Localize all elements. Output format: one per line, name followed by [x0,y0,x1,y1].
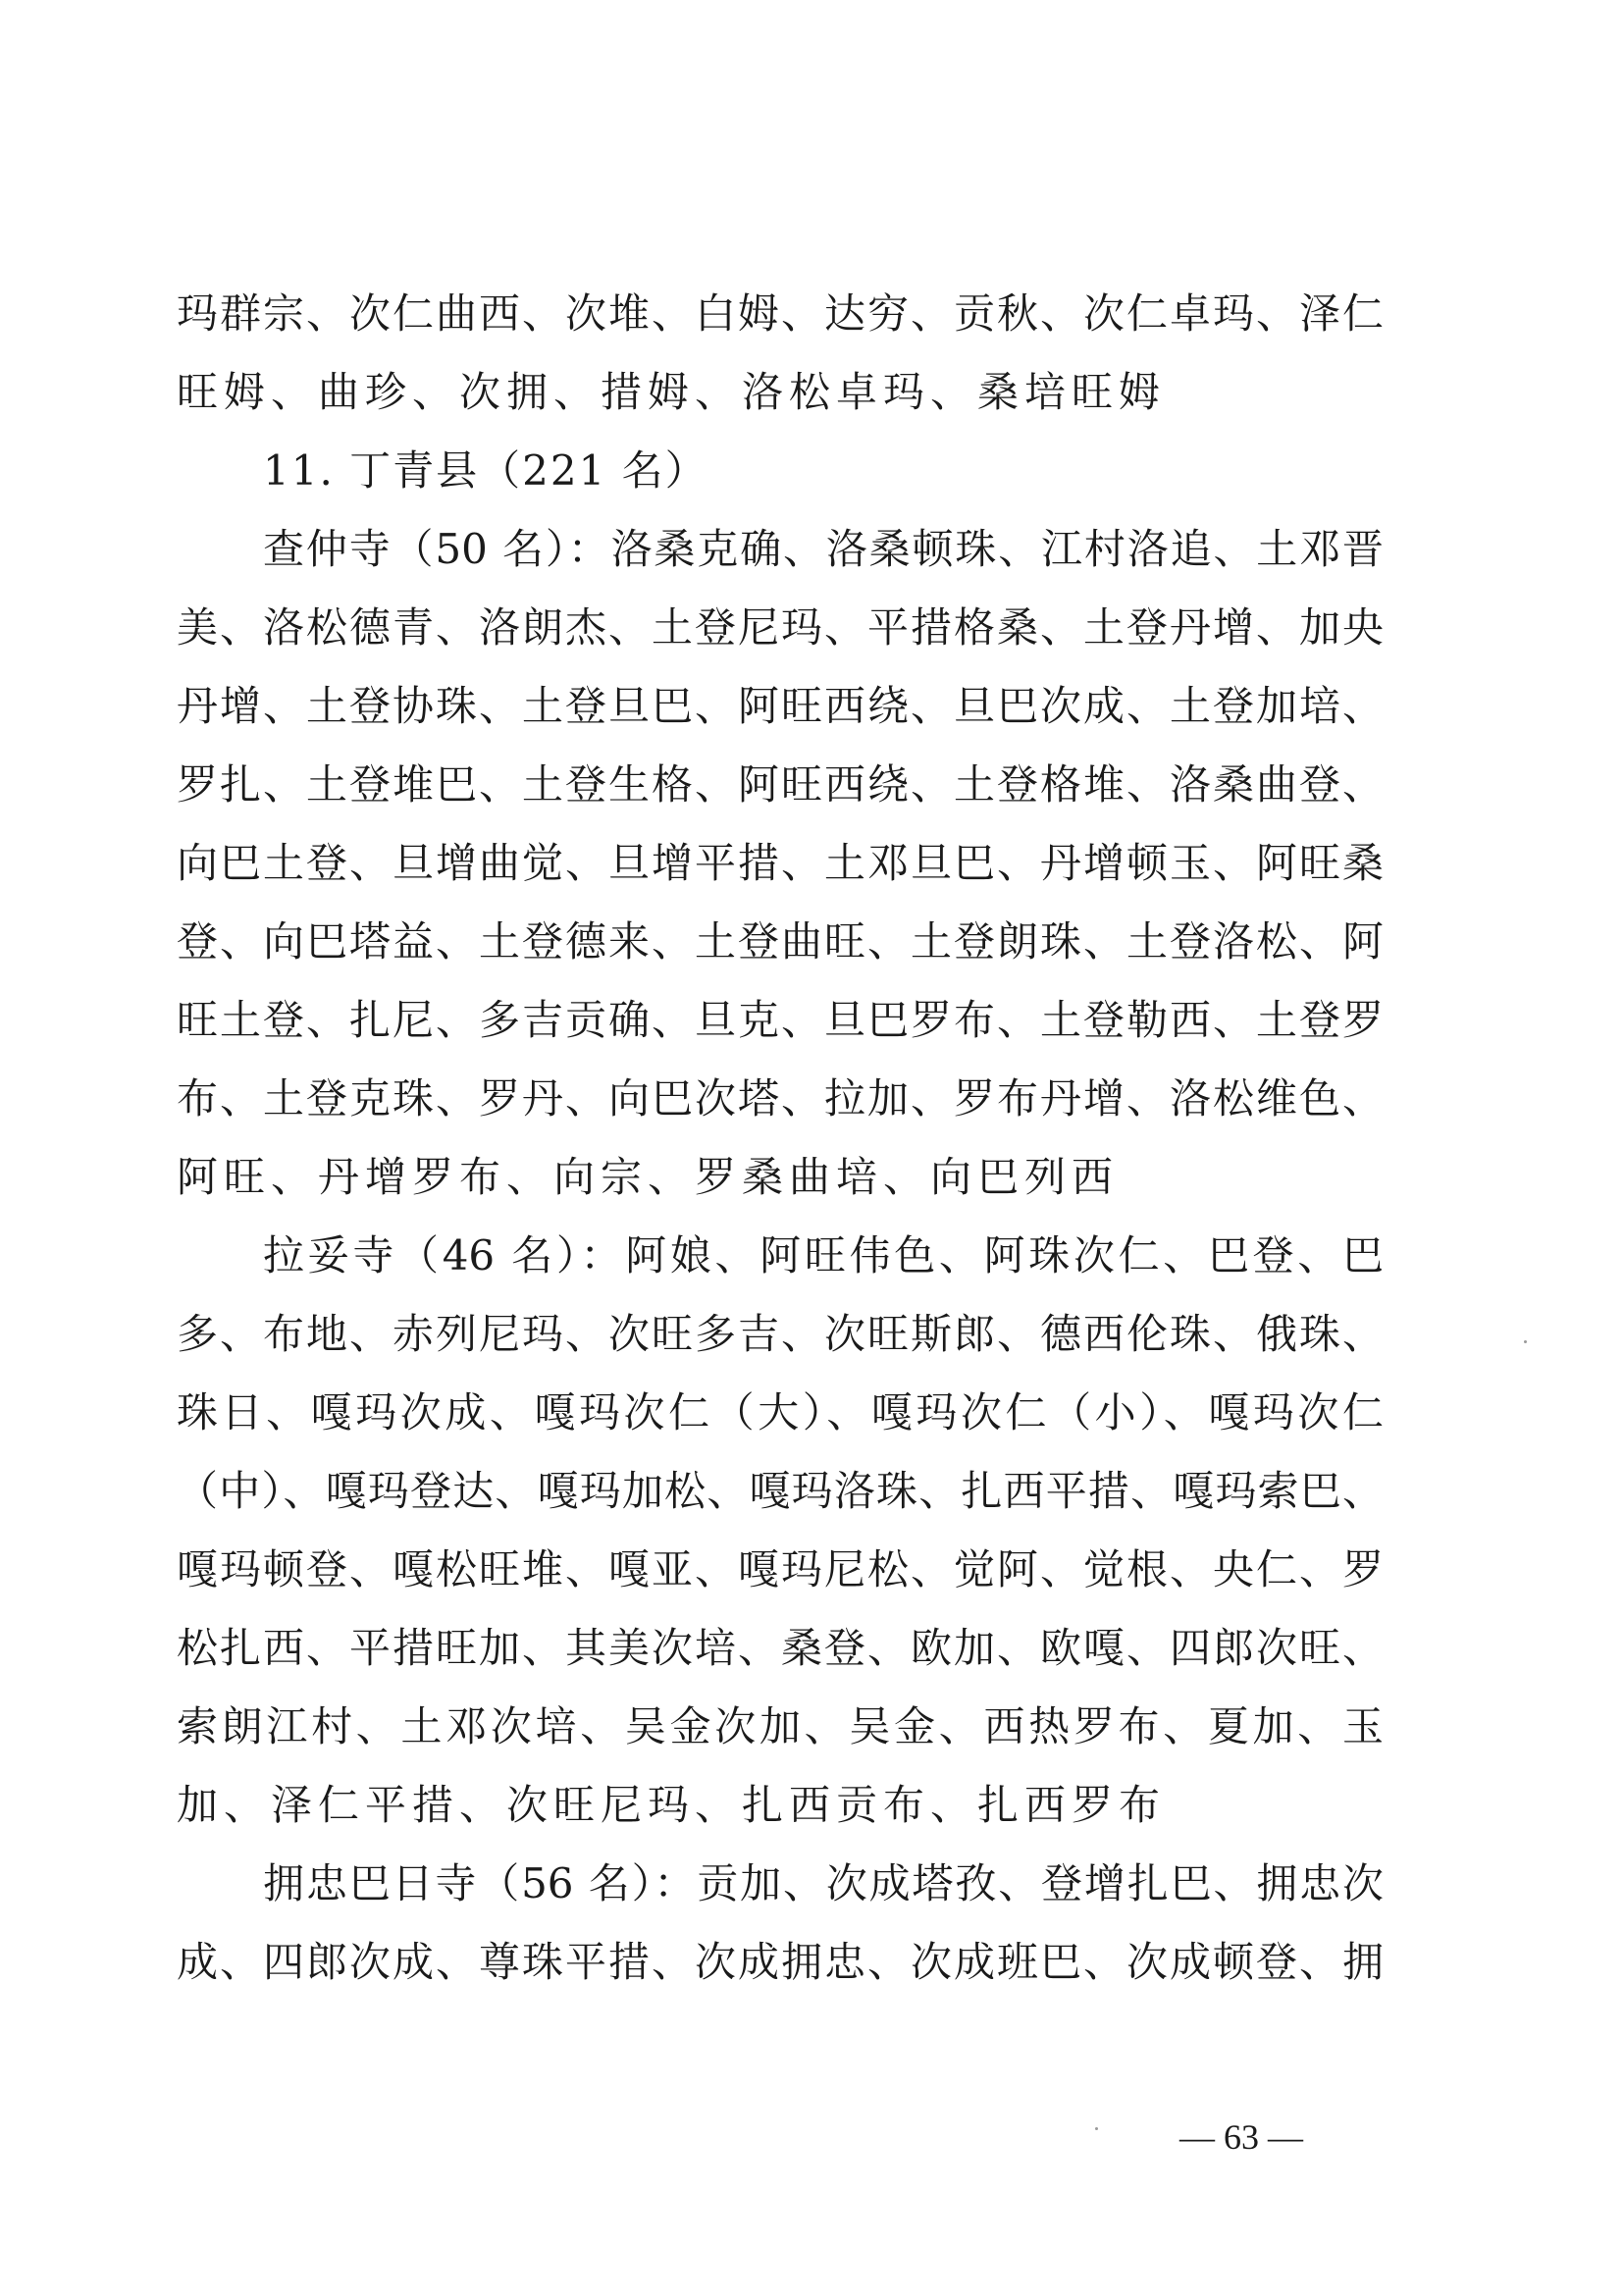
text-line-5: 美、洛松德青、洛朗杰、土登尼玛、平措格桑、土登丹增、加央 [177,603,1384,652]
text-line-18: 松扎西、平措旺加、其美次培、桑登、欧加、欧嘎、四郎次旺、 [177,1624,1384,1672]
section-heading-dingqing-county: 11. 丁青县（221 名） [263,446,708,495]
page-number: — 63 — [1179,2117,1303,2157]
text-line-11: 布、土登克珠、罗丹、向巴次塔、拉加、罗布丹增、洛松维色、 [177,1074,1384,1122]
scan-speck [1095,2127,1098,2130]
text-line-20: 加、泽仁平措、次旺尼玛、扎西贡布、扎西罗布 [177,1781,1167,1829]
text-line-12: 阿旺、丹增罗布、向宗、罗桑曲培、向巴列西 [177,1153,1120,1201]
monastery-zhazhong-intro: 查仲寺（50 名）：洛桑克确、洛桑顿珠、江村洛追、土邓晋 [263,525,1384,573]
monastery-yongzhongbari-intro: 拥忠巴日寺（56 名）：贡加、次成塔孜、登增扎巴、拥忠次 [263,1859,1384,1907]
text-line-16: （中）、嘎玛登达、嘎玛加松、嘎玛洛珠、扎西平措、嘎玛索巴、 [177,1467,1384,1515]
text-line-10: 旺土登、扎尼、多吉贡确、旦克、旦巴罗布、土登勒西、土登罗 [177,996,1384,1044]
text-line-8: 向巴土登、旦增曲觉、旦增平措、土邓旦巴、丹增顿玉、阿旺桑 [177,839,1384,887]
text-line-15: 珠日、嘎玛次成、嘎玛次仁（大）、嘎玛次仁（小）、嘎玛次仁 [177,1388,1384,1436]
text-line-22: 成、四郎次成、尊珠平措、次成拥忠、次成班巴、次成顿登、拥 [177,1938,1384,1986]
text-line-1: 玛群宗、次仁曲西、次堆、白姆、达穷、贡秋、次仁卓玛、泽仁 [177,289,1384,338]
text-line-7: 罗扎、土登堆巴、土登生格、阿旺西绕、土登格堆、洛桑曲登、 [177,760,1384,809]
text-line-9: 登、向巴塔益、土登德来、土登曲旺、土登朗珠、土登洛松、阿 [177,917,1384,965]
text-line-14: 多、布地、赤列尼玛、次旺多吉、次旺斯郎、德西伦珠、俄珠、 [177,1310,1384,1358]
text-line-17: 嘎玛顿登、嘎松旺堆、嘎亚、嘎玛尼松、觉阿、觉根、央仁、罗 [177,1545,1384,1593]
monastery-latuo-intro: 拉妥寺（46 名）：阿娘、阿旺伟色、阿珠次仁、巴登、巴 [263,1231,1384,1279]
text-line-2: 旺姆、曲珍、次拥、措姆、洛松卓玛、桑培旺姆 [177,368,1167,416]
scan-speck [1524,1340,1527,1343]
text-line-6: 丹增、土登协珠、土登旦巴、阿旺西绕、旦巴次成、土登加培、 [177,682,1384,730]
text-line-19: 索朗江村、土邓次培、吴金次加、吴金、西热罗布、夏加、玉 [177,1702,1384,1750]
